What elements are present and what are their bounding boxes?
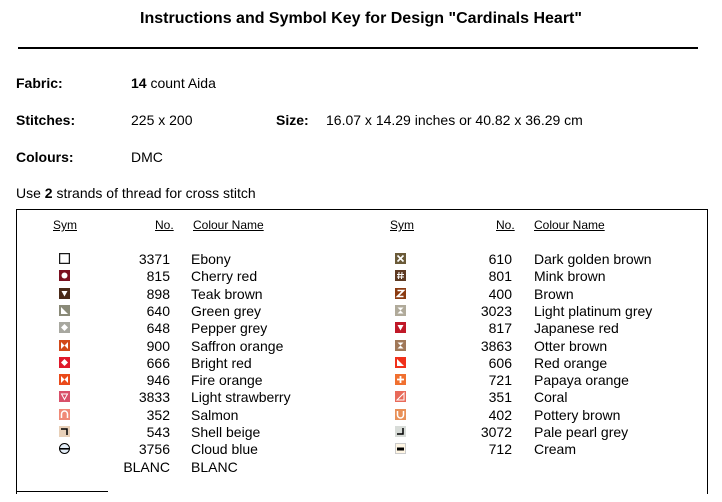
- dmc-number: 712: [488, 441, 512, 458]
- dmc-number: 400: [488, 285, 512, 302]
- colour-row: [0, 407, 722, 424]
- colour-name: Japanese red: [534, 320, 619, 337]
- left-header-sym: Sym: [53, 218, 77, 232]
- diagonal-triangle-outline-icon: [395, 391, 406, 402]
- colour-name: Pottery brown: [534, 406, 621, 423]
- fabric-rest: count Aida: [150, 75, 216, 91]
- hourglass-icon: [395, 305, 406, 316]
- colour-name: Mink brown: [534, 268, 606, 285]
- colour-name: Saffron orange: [191, 337, 284, 354]
- colour-row: [0, 372, 722, 389]
- colour-name: Coral: [534, 389, 568, 406]
- table-bottom-line: [16, 491, 108, 492]
- dmc-number: 610: [488, 251, 512, 267]
- dmc-number: 640: [146, 302, 170, 319]
- plus-icon: [395, 374, 406, 385]
- dmc-number: 3072: [480, 424, 512, 440]
- dmc-number: 721: [488, 372, 512, 389]
- dmc-number: BLANC: [123, 458, 170, 475]
- dmc-number: 543: [146, 424, 170, 440]
- x-mark-icon: [395, 253, 406, 264]
- instruction-strands: 2: [44, 185, 53, 201]
- page-title: Instructions and Symbol Key for Design "Cardinals Heart": [140, 10, 582, 27]
- colour-name: Pale pearl grey: [534, 424, 629, 440]
- fabric-label: Fabric:: [16, 75, 63, 91]
- colour-name: Light strawberry: [191, 389, 291, 406]
- colour-name: Cherry red: [191, 268, 258, 285]
- colour-name: Cloud blue: [191, 441, 258, 458]
- right-header-name: Colour Name: [534, 218, 605, 232]
- dmc-number: 648: [146, 320, 170, 337]
- dmc-number: 3023: [480, 302, 512, 319]
- instruction-pre: Use: [16, 185, 41, 201]
- colour-name: BLANC: [191, 458, 238, 475]
- dmc-number: 3371: [138, 251, 170, 267]
- colour-row: [0, 286, 722, 303]
- colour-row: [0, 320, 722, 337]
- size-label: Size:: [276, 112, 309, 128]
- colour-name: Light platinum grey: [534, 302, 653, 319]
- stitches-value: 225 x 200: [131, 112, 193, 128]
- thread-instruction: [16, 185, 256, 201]
- dmc-number: 666: [146, 354, 170, 371]
- instruction-post: strands of thread for cross stitch: [56, 185, 256, 201]
- colour-name: Ebony: [191, 251, 231, 267]
- colour-name: Fire orange: [191, 372, 263, 389]
- colour-name: Green grey: [191, 302, 262, 319]
- cup-icon: [395, 409, 406, 420]
- dmc-number: 351: [488, 389, 512, 406]
- colour-name: Otter brown: [534, 337, 608, 354]
- dmc-number: 3833: [138, 389, 170, 406]
- colour-name: Papaya orange: [534, 372, 629, 389]
- dmc-number: 801: [488, 268, 512, 285]
- fabric-count: 14: [131, 75, 147, 91]
- dmc-number: 606: [488, 354, 512, 371]
- colour-name: Cream: [534, 441, 577, 458]
- dmc-number: 402: [488, 406, 512, 423]
- triangle-down-icon: [395, 322, 406, 333]
- corner-bl-icon: [395, 426, 406, 437]
- diagonal-triangle-icon: [395, 357, 406, 368]
- colour-row: [0, 303, 722, 320]
- fabric-value: [131, 75, 216, 91]
- hash-icon: [395, 270, 406, 281]
- left-header-name: Colour Name: [193, 218, 264, 232]
- dmc-number: 900: [146, 337, 170, 354]
- colour-name: Teak brown: [191, 285, 263, 302]
- colour-row: [0, 459, 722, 476]
- right-header-no: No.: [496, 218, 515, 232]
- colours-label: Colours:: [16, 149, 74, 165]
- dmc-number: 946: [146, 372, 170, 389]
- colour-row: [0, 268, 722, 285]
- colour-row: [0, 338, 722, 355]
- dmc-number: 3863: [480, 337, 512, 354]
- colour-name: Red orange: [534, 354, 608, 371]
- dmc-number: 3756: [138, 441, 170, 458]
- dmc-number: 817: [488, 320, 512, 337]
- z-mark-icon: [395, 288, 406, 299]
- colour-row: [0, 424, 722, 441]
- bar-icon: [395, 443, 406, 454]
- colour-row: [0, 389, 722, 406]
- stitches-label: Stitches:: [16, 112, 76, 128]
- colour-row: [0, 441, 722, 458]
- colour-row: [0, 355, 722, 372]
- hourglass-icon: [395, 340, 406, 351]
- left-header-no: No.: [155, 218, 174, 232]
- colours-value: DMC: [131, 149, 163, 165]
- title-divider: [18, 47, 698, 49]
- size-value: 16.07 x 14.29 inches or 40.82 x 36.29 cm: [326, 112, 583, 128]
- blank-icon: [59, 461, 70, 472]
- right-header-sym: Sym: [390, 218, 414, 232]
- dmc-number: 352: [146, 406, 170, 423]
- colour-name: Pepper grey: [191, 320, 268, 337]
- colour-row: [0, 251, 722, 268]
- dmc-number: 815: [146, 268, 170, 285]
- colour-name: Brown: [534, 285, 574, 302]
- colour-name: Dark golden brown: [534, 251, 652, 267]
- colour-name: Bright red: [191, 354, 252, 371]
- colour-name: Shell beige: [191, 424, 261, 440]
- dmc-number: 898: [146, 285, 170, 302]
- colour-name: Salmon: [191, 406, 239, 423]
